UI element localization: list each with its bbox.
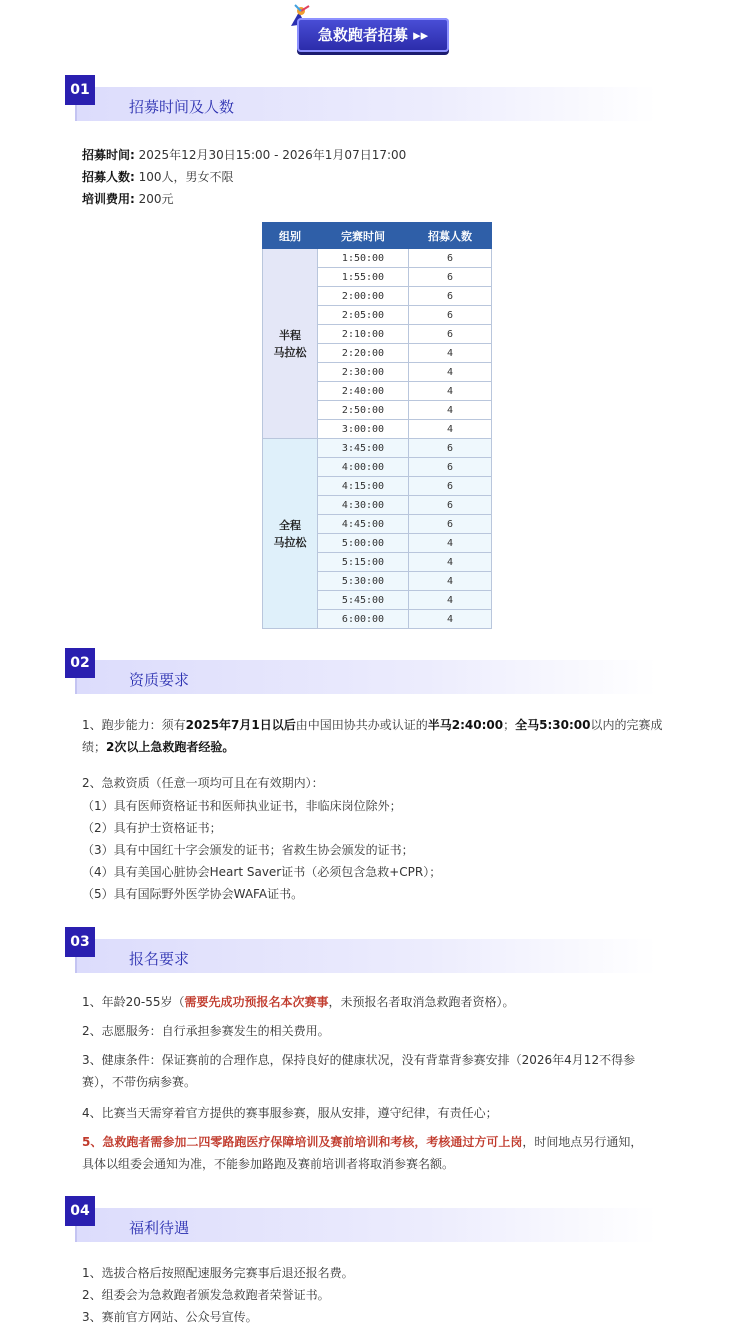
text-bold: 全马5:30:00: [515, 718, 591, 732]
section-title: 福利待遇: [129, 1219, 190, 1237]
qual-item: （3）具有中国红十字会颁发的证书；省救生协会颁发的证书；: [82, 843, 414, 857]
count-cell: 6: [409, 496, 492, 515]
col-header-count: 招募人数: [409, 223, 492, 249]
count-cell: 6: [409, 268, 492, 287]
section-header-04: [65, 1196, 655, 1240]
text-bold: 2次以上急救跑者经验。: [106, 740, 235, 754]
banner-title: 急救跑者招募 ▸▸: [297, 18, 449, 52]
time-cell: 1:50:00: [318, 249, 409, 268]
benefit-item: 2、组委会为急救跑者颁发急救跑者荣誉证书。: [82, 1288, 330, 1302]
time-cell: 4:15:00: [318, 477, 409, 496]
group-label-line: 马拉松: [273, 535, 307, 549]
section-number: 02: [65, 648, 95, 678]
count-cell: 4: [409, 363, 492, 382]
time-cell: 2:40:00: [318, 382, 409, 401]
count-cell: 4: [409, 401, 492, 420]
group-cell: [263, 249, 318, 439]
info-label: 培训费用:: [82, 192, 135, 206]
qual-item: （2）具有护士资格证书；: [82, 821, 222, 835]
time-cell: 2:20:00: [318, 344, 409, 363]
group-label-line: 马拉松: [273, 345, 307, 359]
time-cell: 2:10:00: [318, 325, 409, 344]
time-cell: 5:15:00: [318, 553, 409, 572]
section-title: 招募时间及人数: [129, 98, 235, 116]
text: 赛），不带伤病参赛。: [82, 1075, 197, 1089]
text: 以内的完赛成绩；: [82, 718, 663, 754]
reg-age: [82, 991, 682, 1013]
info-recruit-count: [82, 168, 234, 185]
count-cell: 6: [409, 287, 492, 306]
time-cell: 2:05:00: [318, 306, 409, 325]
qual-item: （1）具有医师资格证书和医师执业证书，非临床岗位除外；: [82, 799, 402, 813]
table-header-row: [263, 223, 492, 249]
count-cell: 6: [409, 439, 492, 458]
count-cell: 6: [409, 477, 492, 496]
text: 具体以组委会通知为准，不能参加路跑及赛前培训者将取消参赛名额。: [82, 1157, 455, 1171]
qual-first-aid-title: 2、急救资质（任意一项均可且在有效期内）：: [82, 776, 324, 790]
time-cell: 5:45:00: [318, 591, 409, 610]
group-label-line: 全程: [279, 518, 301, 532]
text-bold: 半马2:40:00: [427, 718, 504, 732]
col-header-group: 组别: [263, 223, 318, 249]
count-cell: 4: [409, 610, 492, 629]
info-label: 招募人数:: [82, 170, 135, 184]
group-cell: [263, 439, 318, 629]
count-cell: 6: [409, 515, 492, 534]
reg-volunteer: 2、志愿服务：自行承担参赛发生的相关费用。: [82, 1024, 330, 1038]
pace-table: [262, 222, 492, 629]
section-number: 03: [65, 927, 95, 957]
header-banner: [0, 0, 754, 60]
info-label: 招募时间:: [82, 148, 135, 162]
group-label-line: 半程: [279, 328, 301, 342]
text: 1、年龄20-55岁（: [82, 995, 185, 1009]
text-highlight: 需要先成功预报名本次赛事: [184, 995, 329, 1009]
count-cell: 6: [409, 306, 492, 325]
time-cell: 2:50:00: [318, 401, 409, 420]
section-number: 04: [65, 1196, 95, 1226]
time-cell: 4:45:00: [318, 515, 409, 534]
count-cell: 4: [409, 591, 492, 610]
count-cell: 4: [409, 344, 492, 363]
col-header-time: 完赛时间: [318, 223, 409, 249]
text: ，未预报名者取消急救跑者资格）。: [328, 995, 515, 1009]
info-value: 100人，男女不限: [138, 170, 234, 184]
qual-item: （5）具有国际野外医学协会WAFA证书。: [82, 887, 304, 901]
reg-training: [82, 1131, 682, 1175]
text: 由中国田协共办或认证的: [295, 718, 428, 732]
reg-uniform: 4、比赛当天需穿着官方提供的赛事服参赛，服从安排，遵守纪律，有责任心；: [82, 1106, 498, 1120]
count-cell: 4: [409, 420, 492, 439]
reg-health: [82, 1049, 682, 1093]
section-header-01: [65, 75, 655, 119]
time-cell: 1:55:00: [318, 268, 409, 287]
info-recruit-time: [82, 146, 406, 163]
text: ；: [503, 718, 516, 732]
time-cell: 4:30:00: [318, 496, 409, 515]
info-value: 2025年12月30日15:00 - 2026年1月07日17:00: [138, 148, 407, 162]
count-cell: 4: [409, 572, 492, 591]
count-cell: 6: [409, 325, 492, 344]
benefit-item: 3、赛前官方网站、公众号宣传。: [82, 1310, 258, 1324]
section-header-03: [65, 927, 655, 971]
section-title: 报名要求: [129, 950, 190, 968]
table-row: [263, 439, 492, 458]
table-row: [263, 249, 492, 268]
time-cell: 4:00:00: [318, 458, 409, 477]
time-cell: 2:00:00: [318, 287, 409, 306]
text: 1、跑步能力：须有: [82, 718, 186, 732]
qual-running-ability: [82, 714, 682, 758]
time-cell: 2:30:00: [318, 363, 409, 382]
benefit-item: 1、选拔合格后按照配速服务完赛事后退还报名费。: [82, 1266, 354, 1280]
time-cell: 3:00:00: [318, 420, 409, 439]
count-cell: 6: [409, 249, 492, 268]
count-cell: 4: [409, 534, 492, 553]
time-cell: 3:45:00: [318, 439, 409, 458]
count-cell: 6: [409, 458, 492, 477]
info-training-fee: [82, 190, 174, 207]
time-cell: 5:00:00: [318, 534, 409, 553]
text: ，时间地点另行通知，: [522, 1135, 643, 1149]
time-cell: 6:00:00: [318, 610, 409, 629]
text-bold: 2025年7月1日以后: [185, 718, 296, 732]
count-cell: 4: [409, 553, 492, 572]
text: 3、健康条件：保证赛前的合理作息，保持良好的健康状况，没有背靠背参赛安排（2026年4月12不得参: [82, 1053, 636, 1067]
info-value: 200元: [138, 192, 174, 206]
section-header-02: [65, 648, 655, 692]
section-number: 01: [65, 75, 95, 105]
qual-item: （4）具有美国心脏协会Heart Saver证书（必须包含急救+CPR）；: [82, 865, 442, 879]
time-cell: 5:30:00: [318, 572, 409, 591]
count-cell: 4: [409, 382, 492, 401]
text-highlight: 5、急救跑者需参加二四零路跑医疗保障培训及赛前培训和考核，考核通过方可上岗: [82, 1135, 523, 1149]
section-title: 资质要求: [129, 671, 190, 689]
